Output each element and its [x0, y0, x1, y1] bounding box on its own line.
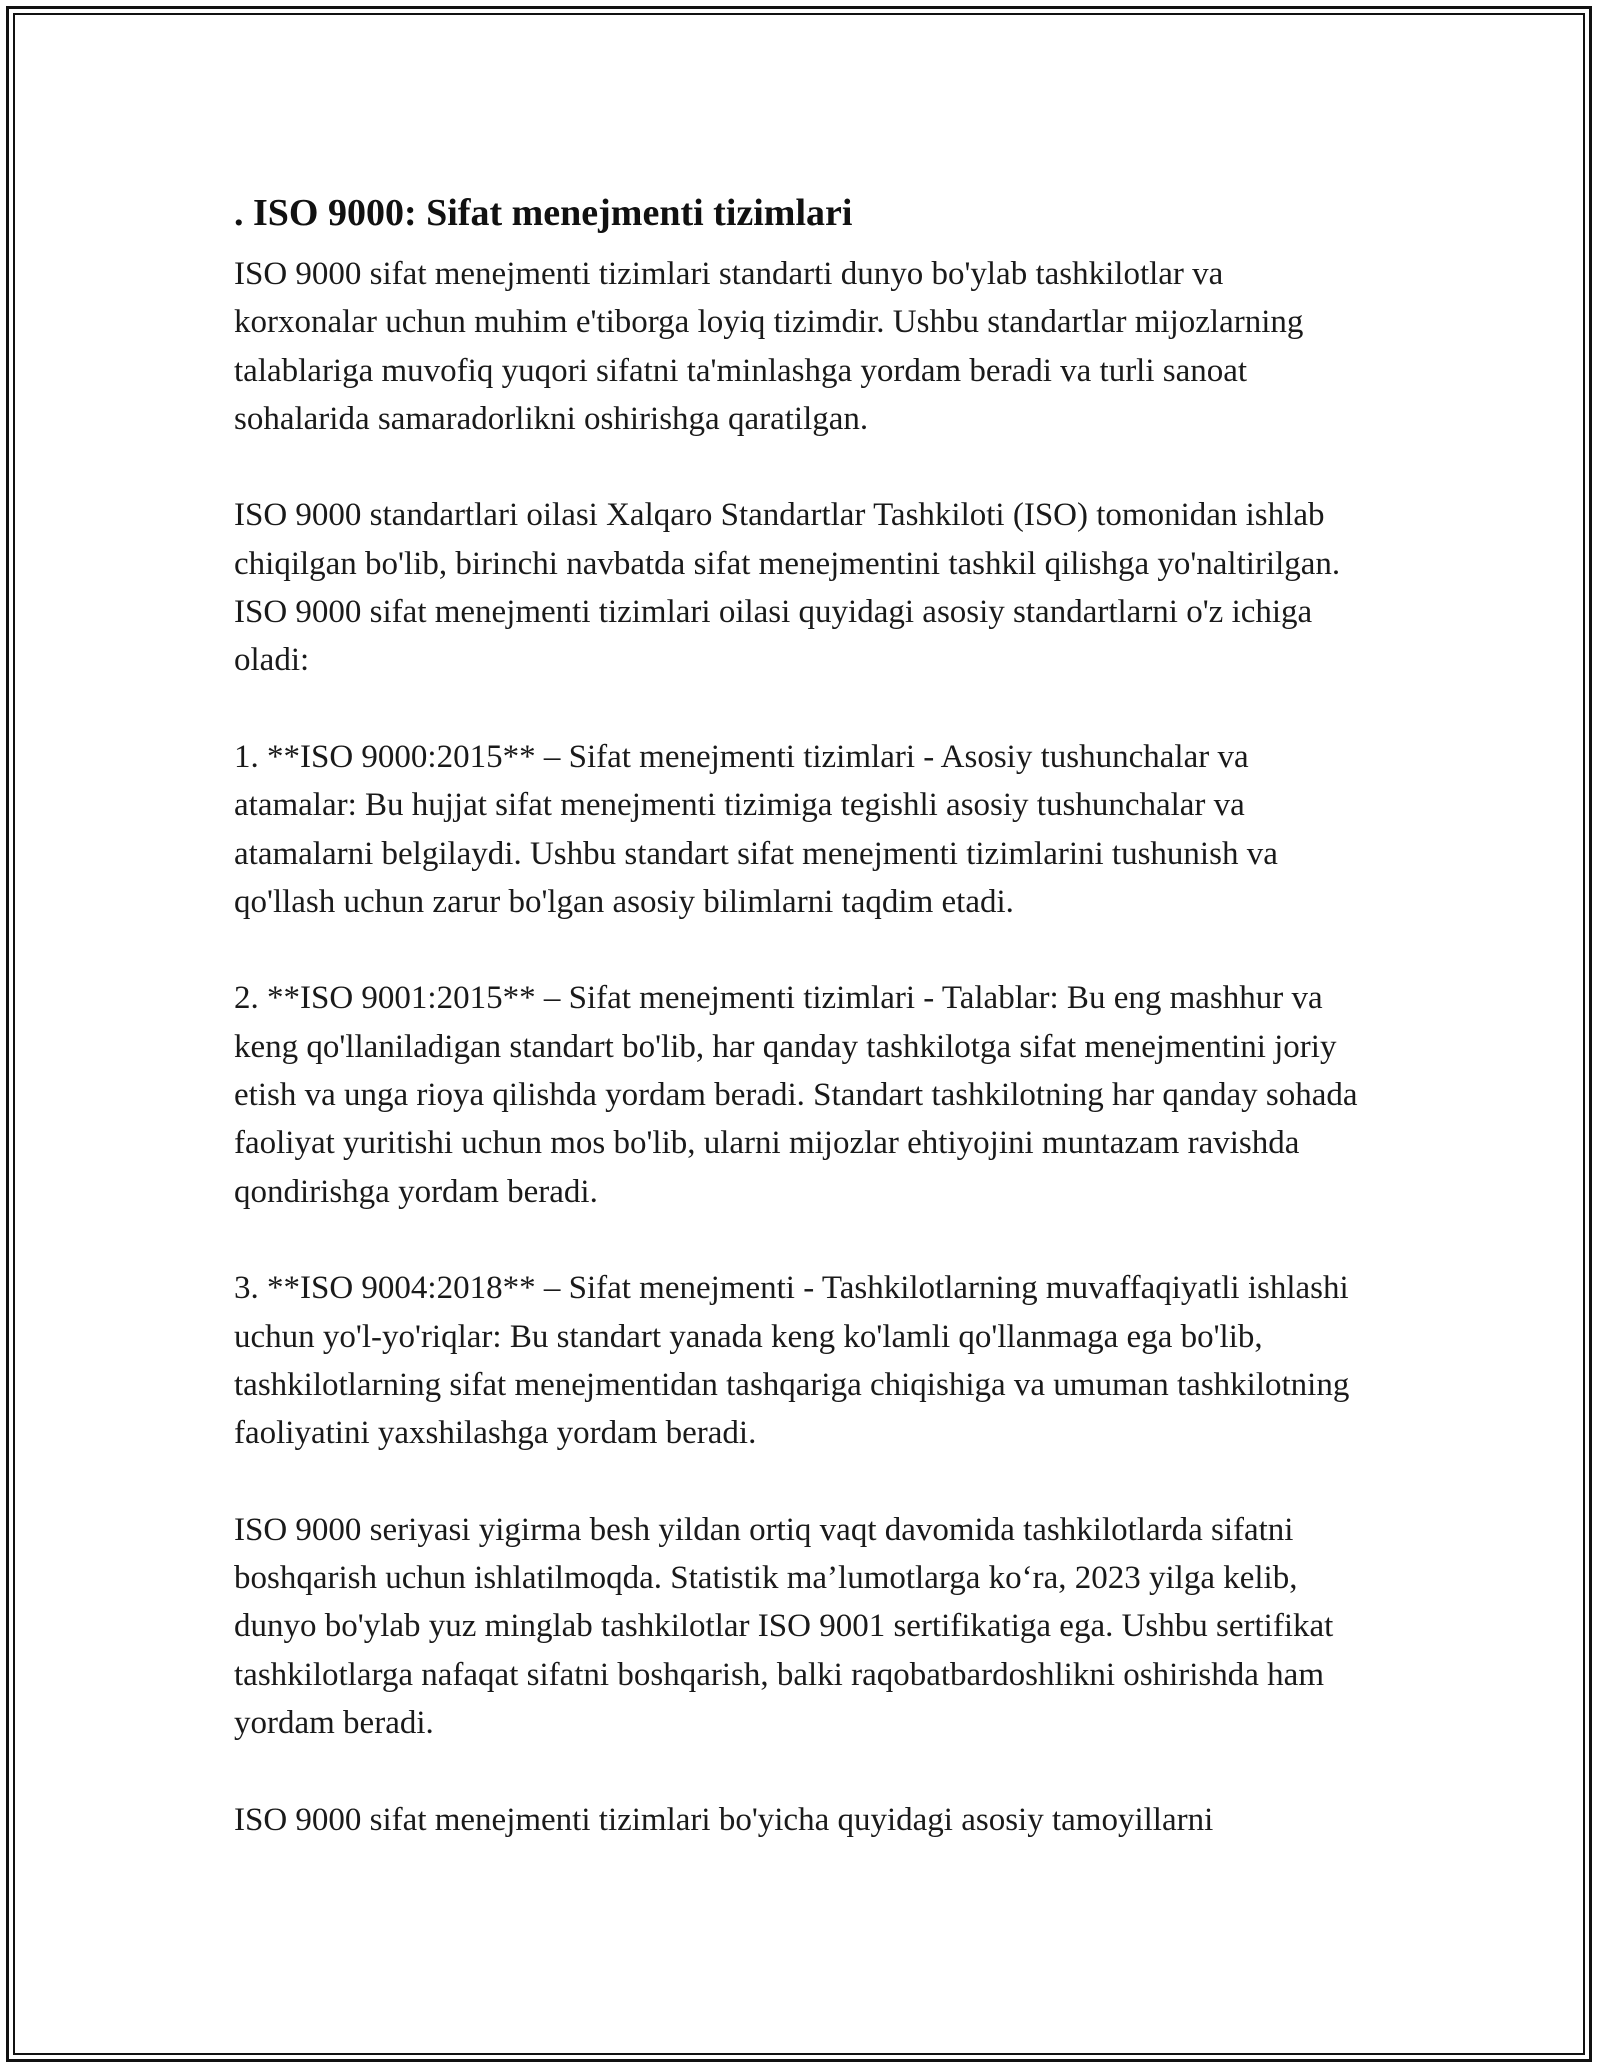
- paragraph-iso-9000: 1. **ISO 9000:2015** – Sifat menejmenti tizimlari - Asosiy tushunchalar va atamalar: Bu hujjat sifat menejmenti tizimiga tegishli asosiy tushunchalar va atamalarni belgilaydi. Ushbu standart sifat menejmenti tizimlarini tushunish va qo'llash uchun zarur bo'lgan asosiy bilimlarni taqdim etadi.: [234, 738, 1278, 920]
- document-title: . ISO 9000: Sifat menejmenti tizimlari: [234, 192, 853, 234]
- paragraph-intro: ISO 9000 sifat menejmenti tizimlari standarti dunyo bo'ylab tashkilotlar va korxonalar uchun muhim e'tiborga loyiq tizimdir. Ushbu standartlar mijozlarning talablariga muvofiq yuqori sifatni ta'minlashga yordam beradi va turli sanoat sohalarida samaradorlikni oshirishga qaratilgan.: [234, 256, 1304, 437]
- paragraph-iso-9001: 2. **ISO 9001:2015** – Sifat menejmenti tizimlari - Talablar: Bu eng mashhur va keng qo'llaniladigan standart bo'lib, har qanday tashkilotga sifat menejmentini joriy etish va unga rioya qilishda yordam beradi. Standart tashkilotning har qanday sohada faoliyat yuritishi uchun mos bo'lib, ularni mijozlar ehtiyojini muntazam ravishda qondirishga yordam beradi.: [234, 980, 1358, 1210]
- paragraph-iso-9004: 3. **ISO 9004:2018** – Sifat menejmenti - Tashkilotlarning muvaffaqiyatli ishlashi uchun yo'l-yo'riqlar: Bu standart yanada keng ko'lamli qo'llanmaga ega bo'lib, tashkilotlarning sifat menejmentidan tashqariga chiqishiga va umuman tashkilotning faoliyatini yaxshilashga yordam beradi.: [234, 1270, 1350, 1452]
- document-body: [234, 188, 1374, 1892]
- paragraph-principles: ISO 9000 sifat menejmenti tizimlari bo'yicha quyidagi asosiy tamoyillarni: [234, 1801, 1214, 1838]
- paragraph-statistics: ISO 9000 seriyasi yigirma besh yildan ortiq vaqt davomida tashkilotlarda sifatni boshqarish uchun ishlatilmoqda. Statistik ma’lumotlarga ko‘ra, 2023 yilga kelib, dunyo bo'ylab yuz minglab tashkilotlar ISO 9001 sertifikatiga ega. Ushbu sertifikat tashkilotlarga nafaqat sifatni boshqarish, balki raqobatbardoshlikni oshirishda ham yordam beradi.: [234, 1511, 1334, 1741]
- paragraph-family: ISO 9000 standartlari oilasi Xalqaro Standartlar Tashkiloti (ISO) tomonidan ishlab chiqilgan bo'lib, birinchi navbatda sifat menejmentini tashkil qilishga yo'naltirilgan. ISO 9000 sifat menejmenti tizimlari oilasi quyidagi asosiy standartlarni o'z ichiga oladi:: [234, 497, 1341, 679]
